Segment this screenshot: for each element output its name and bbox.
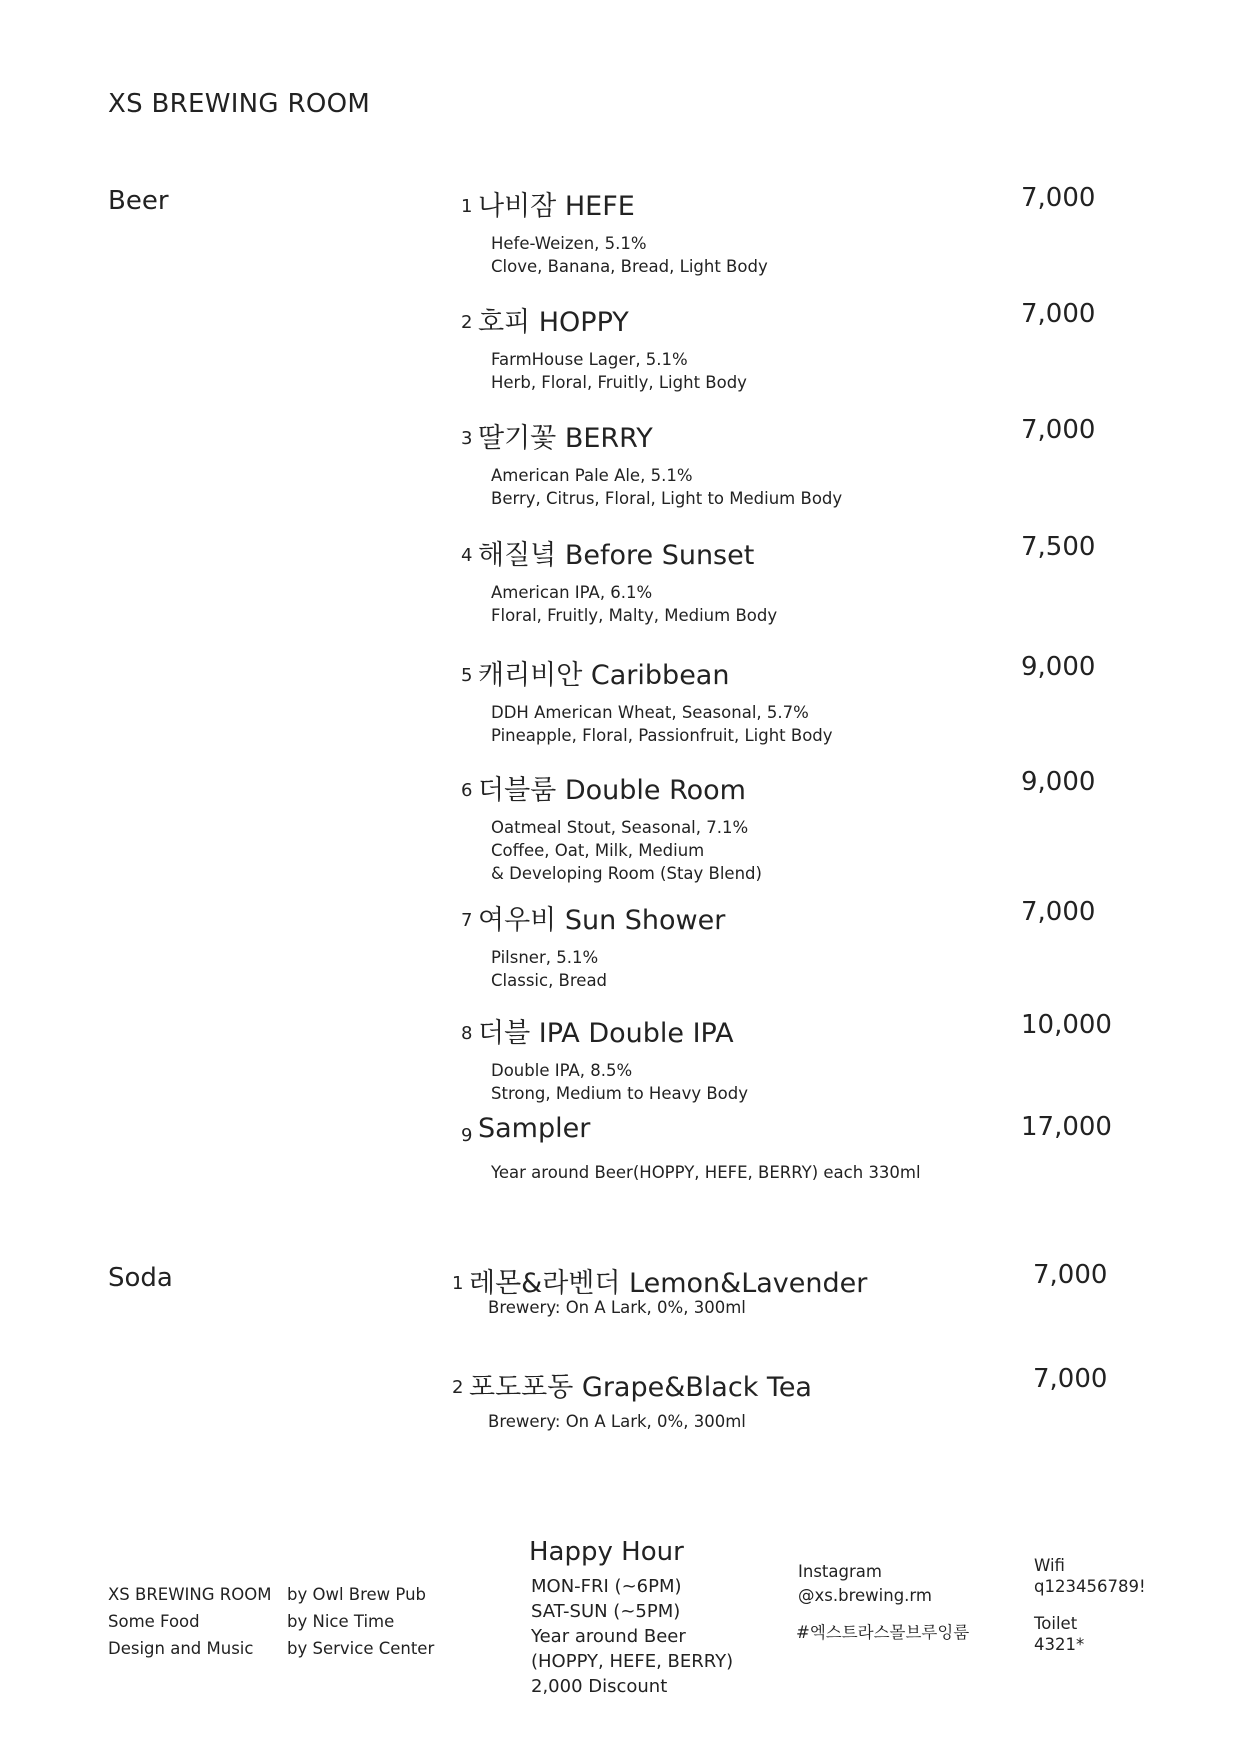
item-description bbox=[491, 701, 833, 747]
item-name: 레몬&라벤더 Lemon&Lavender bbox=[469, 1268, 868, 1299]
description-line: Coffee, Oat, Milk, Medium bbox=[491, 841, 705, 860]
item-number: 8 bbox=[461, 1023, 473, 1044]
item-description bbox=[488, 1296, 746, 1319]
item-description bbox=[491, 946, 607, 992]
item-name: 해질녘 Before Sunset bbox=[478, 540, 755, 571]
item-name: Sampler bbox=[478, 1113, 591, 1144]
description-line: Strong, Medium to Heavy Body bbox=[491, 1084, 749, 1103]
instagram-handle: @xs.brewing.rm bbox=[798, 1586, 932, 1605]
instagram-hashtag: #엑스트라스몰브루잉룸 bbox=[796, 1623, 970, 1642]
happy-hour-title: Happy Hour bbox=[529, 1537, 684, 1567]
description-line: Floral, Fruitly, Malty, Medium Body bbox=[491, 606, 778, 625]
instagram-label: Instagram bbox=[798, 1562, 882, 1581]
wifi-password: q123456789! bbox=[1034, 1577, 1146, 1596]
description-line: Oatmeal Stout, Seasonal, 7.1% bbox=[491, 818, 749, 837]
description-line: DDH American Wheat, Seasonal, 5.7% bbox=[491, 703, 809, 722]
description-line: Double IPA, 8.5% bbox=[491, 1061, 633, 1080]
credit-line: XS BREWING ROOM bbox=[108, 1585, 272, 1604]
item-name: 딸기꽃 BERRY bbox=[478, 423, 653, 454]
item-price: 7,000 bbox=[1021, 415, 1096, 445]
toilet-label: Toilet bbox=[1034, 1614, 1078, 1633]
credit-line: Design and Music bbox=[108, 1639, 254, 1658]
description-line: Year around Beer(HOPPY, HEFE, BERRY) each 330ml bbox=[491, 1163, 921, 1182]
item-number: 9 bbox=[461, 1125, 473, 1146]
item-description bbox=[491, 816, 762, 885]
item-description bbox=[491, 581, 777, 627]
item-name: 호피 HOPPY bbox=[478, 307, 629, 338]
section-label-soda: Soda bbox=[108, 1263, 173, 1293]
happy-hour-line: Year around Beer bbox=[531, 1626, 686, 1647]
description-line: Pineapple, Floral, Passionfruit, Light Body bbox=[491, 726, 833, 745]
description-line: Berry, Citrus, Floral, Light to Medium Body bbox=[491, 489, 843, 508]
item-price: 9,000 bbox=[1021, 652, 1096, 682]
toilet-block bbox=[1034, 1613, 1084, 1655]
credit-line: by Owl Brew Pub bbox=[287, 1585, 427, 1604]
item-number: 2 bbox=[461, 312, 473, 333]
item-description bbox=[491, 1161, 921, 1184]
credits-left bbox=[108, 1581, 271, 1662]
credit-line: Some Food bbox=[108, 1612, 200, 1631]
item-number: 3 bbox=[461, 428, 473, 449]
wifi-block bbox=[1034, 1555, 1146, 1597]
item-number: 6 bbox=[461, 780, 473, 801]
item-number: 4 bbox=[461, 545, 473, 566]
item-name: 캐리비안 Caribbean bbox=[478, 660, 730, 691]
item-price: 9,000 bbox=[1021, 767, 1096, 797]
item-number: 7 bbox=[461, 910, 473, 931]
item-description bbox=[491, 464, 842, 510]
item-price: 7,000 bbox=[1021, 897, 1096, 927]
item-name: 여우비 Sun Shower bbox=[478, 905, 726, 936]
item-price: 7,000 bbox=[1021, 299, 1096, 329]
item-price: 7,500 bbox=[1021, 532, 1096, 562]
item-price: 7,000 bbox=[1021, 183, 1096, 213]
description-line: Classic, Bread bbox=[491, 971, 608, 990]
page-title: XS BREWING ROOM bbox=[108, 89, 371, 119]
happy-hour-details bbox=[531, 1574, 733, 1699]
description-line: Herb, Floral, Fruitly, Light Body bbox=[491, 373, 747, 392]
happy-hour-line: 2,000 Discount bbox=[531, 1676, 668, 1697]
description-line: Pilsner, 5.1% bbox=[491, 948, 599, 967]
toilet-code: 4321* bbox=[1034, 1635, 1085, 1654]
description-line: Brewery: On A Lark, 0%, 300ml bbox=[488, 1298, 746, 1317]
item-price: 17,000 bbox=[1021, 1112, 1112, 1142]
item-description bbox=[491, 348, 747, 394]
item-description bbox=[491, 232, 768, 278]
item-price: 10,000 bbox=[1021, 1010, 1112, 1040]
item-price: 7,000 bbox=[1033, 1364, 1108, 1394]
description-line: Hefe-Weizen, 5.1% bbox=[491, 234, 647, 253]
happy-hour-line: (HOPPY, HEFE, BERRY) bbox=[531, 1651, 734, 1672]
item-number: 5 bbox=[461, 665, 473, 686]
happy-hour-line: MON-FRI (~6PM) bbox=[531, 1576, 682, 1597]
section-label-beer: Beer bbox=[108, 186, 169, 216]
item-name: 더블 IPA Double IPA bbox=[478, 1018, 734, 1049]
description-line: & Developing Room (Stay Blend) bbox=[491, 864, 762, 883]
item-price: 7,000 bbox=[1033, 1260, 1108, 1290]
description-line: American IPA, 6.1% bbox=[491, 583, 653, 602]
instagram-block bbox=[798, 1560, 932, 1608]
description-line: Clove, Banana, Bread, Light Body bbox=[491, 257, 768, 276]
credits-right bbox=[287, 1581, 434, 1662]
description-line: American Pale Ale, 5.1% bbox=[491, 466, 693, 485]
item-description bbox=[488, 1410, 746, 1433]
item-number: 1 bbox=[461, 196, 473, 217]
wifi-label: Wifi bbox=[1034, 1556, 1065, 1575]
credit-line: by Service Center bbox=[287, 1639, 435, 1658]
credit-line: by Nice Time bbox=[287, 1612, 395, 1631]
description-line: Brewery: On A Lark, 0%, 300ml bbox=[488, 1412, 746, 1431]
description-line: FarmHouse Lager, 5.1% bbox=[491, 350, 688, 369]
item-name: 나비잠 HEFE bbox=[478, 191, 635, 222]
item-name: 더블룸 Double Room bbox=[478, 775, 746, 806]
item-number: 1 bbox=[452, 1273, 464, 1294]
happy-hour-line: SAT-SUN (~5PM) bbox=[531, 1601, 681, 1622]
item-description bbox=[491, 1059, 748, 1105]
item-number: 2 bbox=[452, 1377, 464, 1398]
item-name: 포도포동 Grape&Black Tea bbox=[469, 1372, 812, 1403]
